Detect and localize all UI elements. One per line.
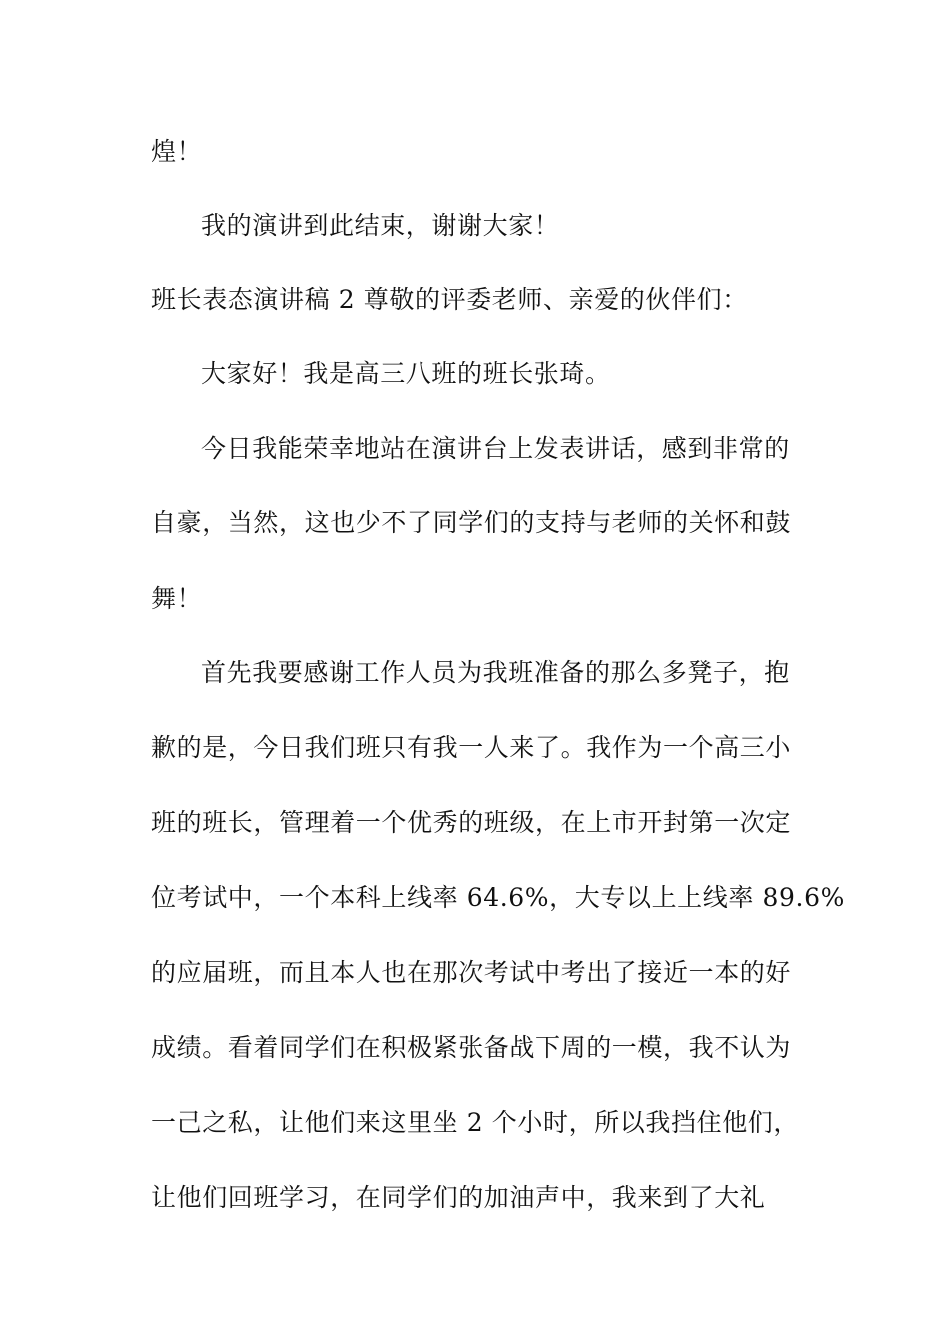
text-line-10: 班的班长，管理着一个优秀的班级，在上市开封第一次定	[151, 808, 792, 837]
text-line-14: 一己之私，让他们来这里坐 2 个小时，所以我挡住他们，	[151, 1108, 800, 1137]
text-line-6: 自豪，当然，这也少不了同学们的支持与老师的关怀和鼓	[151, 508, 792, 537]
text-line-1: 煌！	[151, 137, 203, 166]
text-line-5: 今日我能荣幸地站在演讲台上发表讲话，感到非常的	[201, 434, 790, 463]
text-line-4: 大家好！我是高三八班的班长张琦。	[201, 359, 611, 388]
text-line-11: 位考试中，一个本科上线率 64.6%，大专以上上线率 89.6%	[151, 883, 845, 912]
text-line-9: 歉的是，今日我们班只有我一人来了。我作为一个高三小	[151, 733, 792, 762]
text-line-7: 舞！	[151, 584, 203, 613]
text-line-2: 我的演讲到此结束，谢谢大家！	[201, 211, 560, 240]
text-line-13: 成绩。看着同学们在积极紧张备战下周的一模，我不认为	[151, 1033, 792, 1062]
text-line-12: 的应届班，而且本人也在那次考试中考出了接近一本的好	[151, 958, 792, 987]
text-line-8: 首先我要感谢工作人员为我班准备的那么多凳子，抱	[201, 658, 790, 687]
text-line-3: 班长表态演讲稿 2 尊敬的评委老师、亲爱的伙伴们：	[151, 285, 748, 314]
text-line-15: 让他们回班学习，在同学们的加油声中，我来到了大礼	[151, 1183, 766, 1212]
